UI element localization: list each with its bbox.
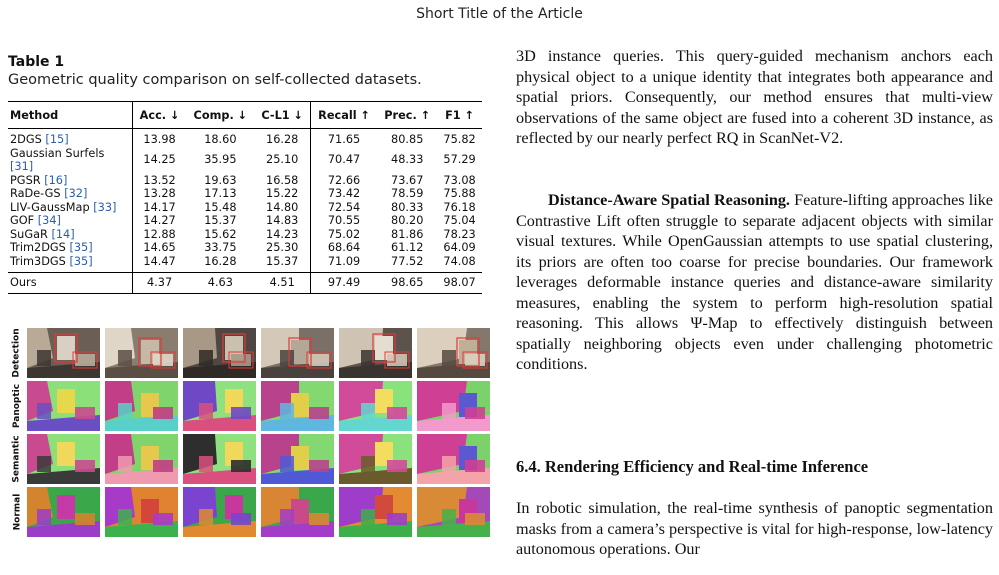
qualitative-figure xyxy=(10,328,490,573)
value-cell: 15.22 xyxy=(255,187,311,201)
row-label-semantic xyxy=(10,434,24,484)
value-cell: 73.08 xyxy=(443,173,476,187)
section-heading: 6.4. Rendering Efficiency and Real-time Inference xyxy=(516,457,869,476)
method-name: Gaussian Surfels xyxy=(10,146,105,160)
col-header-cl1: C-L1 ↓ xyxy=(255,102,311,129)
citation-link[interactable]: [35] xyxy=(69,254,93,268)
method-cell xyxy=(8,241,133,255)
value-cell: 97.49 xyxy=(327,276,361,290)
method-cell xyxy=(8,174,133,188)
thumbnail-semantic xyxy=(261,434,334,484)
row-label-normal xyxy=(10,487,24,537)
value-cell: 71.09 xyxy=(327,254,361,268)
value-cell: 16.58 xyxy=(255,174,311,188)
method-cell xyxy=(8,129,133,147)
col-header-method: Method xyxy=(8,102,133,129)
value-cell: 75.02 xyxy=(327,227,361,241)
method-name: PGSR xyxy=(10,173,41,187)
table-row xyxy=(8,187,482,201)
paragraph-lead-bold: Distance-Aware Spatial Reasoning. xyxy=(548,191,790,209)
value-cell: 80.85 xyxy=(391,133,424,146)
value-cell: 13.52 xyxy=(143,173,176,187)
value-cell: 14.47 xyxy=(143,254,176,268)
thumbnail-panoptic xyxy=(261,381,334,431)
value-cell: 98.07 xyxy=(443,276,476,290)
thumbnail-normal xyxy=(417,487,490,537)
method-cell xyxy=(8,201,133,215)
value-cell: 72.54 xyxy=(327,200,361,214)
value-cell: 14.25 xyxy=(143,153,176,167)
value-cell: 14.17 xyxy=(143,200,176,214)
row-label-text: Panoptic xyxy=(12,383,22,429)
method-cell xyxy=(8,255,133,273)
thumbnail-normal xyxy=(183,487,256,537)
value-cell: 33.75 xyxy=(204,241,237,254)
value-cell: 19.63 xyxy=(204,173,237,187)
citation-link[interactable]: [15] xyxy=(45,133,69,146)
row-label-panoptic xyxy=(10,381,24,431)
value-cell: 4.37 xyxy=(147,276,173,290)
col-header-comp: Comp. ↓ xyxy=(193,108,248,122)
table-caption: Geometric quality comparison on self-collected datasets. xyxy=(8,72,422,88)
value-cell: 16.28 xyxy=(204,254,237,268)
figure-row-panoptic xyxy=(10,381,490,431)
col-header-prec: Prec. ↑ xyxy=(384,108,431,122)
figure-row-detection xyxy=(10,328,490,378)
table-label: Table 1 xyxy=(8,54,65,70)
value-cell: 78.59 xyxy=(391,187,424,200)
table-row-ours xyxy=(8,273,482,294)
value-cell: 76.18 xyxy=(443,200,476,214)
method-name: GOF xyxy=(10,214,35,227)
method-cell xyxy=(8,228,133,242)
method-cell: Ours xyxy=(8,273,133,294)
method-name: Trim3DGS xyxy=(10,254,66,268)
method-name: Trim2DGS xyxy=(10,241,66,254)
value-cell: 16.28 xyxy=(255,129,311,147)
table-row xyxy=(8,201,482,215)
value-cell: 78.23 xyxy=(443,227,476,241)
value-cell: 75.82 xyxy=(443,133,476,146)
value-cell: 14.83 xyxy=(255,214,311,228)
thumbnail-panoptic xyxy=(417,381,490,431)
col-header-acc: Acc. ↓ xyxy=(139,108,180,122)
method-cell xyxy=(8,214,133,228)
value-cell: 70.55 xyxy=(327,214,361,227)
value-cell: 80.20 xyxy=(391,214,424,227)
value-cell: 15.37 xyxy=(255,255,311,273)
thumbnail-semantic xyxy=(339,434,412,484)
thumbnail-semantic xyxy=(417,434,490,484)
method-name: 2DGS xyxy=(10,133,42,146)
value-cell: 57.29 xyxy=(443,153,476,167)
value-cell: 74.08 xyxy=(443,254,476,268)
value-cell: 25.10 xyxy=(255,147,311,174)
thumbnail-detection xyxy=(183,328,256,378)
row-label-detection xyxy=(10,328,24,378)
method-name: LIV-GaussMap xyxy=(10,200,90,214)
value-cell: 15.48 xyxy=(204,200,237,214)
table-header-row xyxy=(8,102,482,129)
value-cell: 14.23 xyxy=(255,228,311,242)
thumbnail-normal xyxy=(105,487,178,537)
value-cell: 13.28 xyxy=(143,187,176,200)
thumbnail-panoptic xyxy=(105,381,178,431)
value-cell: 13.98 xyxy=(143,133,176,146)
citation-link[interactable]: [32] xyxy=(64,187,88,200)
table-row xyxy=(8,129,482,147)
value-cell: 68.64 xyxy=(327,241,361,254)
value-cell: 15.37 xyxy=(204,214,237,227)
citation-link[interactable]: [16] xyxy=(44,173,68,187)
citation-link[interactable]: [31] xyxy=(10,160,34,173)
method-name: SuGaR xyxy=(10,227,48,241)
thumbnail-detection xyxy=(27,328,100,378)
paragraph-query-guided: 3D instance queries. This query-guided mechanism anchors each physical object to a unique identity that integrates both appearance and spatial priors. Consequently, our method ensures that multi-view observations of the same object are fused into a coherent 3D instance, as reflected by our nearly perfect RQ in ScanNet-V2. xyxy=(516,47,993,147)
thumbnail-panoptic xyxy=(27,381,100,431)
table-row xyxy=(8,241,482,255)
col-header-f1: F1 ↑ xyxy=(445,108,475,122)
row-label-text: Detection xyxy=(12,328,23,378)
row-label-text: Normal xyxy=(12,493,23,531)
value-cell: 15.62 xyxy=(204,227,237,241)
method-cell xyxy=(8,187,133,201)
value-cell: 70.47 xyxy=(327,153,361,167)
figure-row-semantic xyxy=(10,434,490,484)
citation-link[interactable]: [33] xyxy=(93,200,117,214)
table-row xyxy=(8,228,482,242)
thumbnail-panoptic xyxy=(339,381,412,431)
value-cell: 35.95 xyxy=(204,153,237,167)
value-cell: 14.65 xyxy=(143,241,176,254)
row-label-text: Semantic xyxy=(12,435,23,483)
results-table xyxy=(8,101,482,294)
method-cell xyxy=(8,147,133,174)
value-cell: 18.60 xyxy=(204,133,237,146)
paragraph-body: Feature-lifting approaches like Contrastive Lift often struggle to separate adjacent objects with similar visual textures. While OpenGaussian attempts to use spatial clustering, its priors are often too coarse for precise boundaries. Our framework leverages deformable instance queries and distance-aware similarity measures, enabling the system to perform high-resolution spatial reasoning. This allows Ψ-Map to effectively distinguish between spatially neighboring objects even under challenging photometric conditions. xyxy=(516,191,993,373)
value-cell: 75.88 xyxy=(443,187,476,200)
thumbnail-detection xyxy=(105,328,178,378)
table-row xyxy=(8,214,482,228)
value-cell: 73.42 xyxy=(327,187,361,200)
value-cell: 4.51 xyxy=(255,273,311,294)
thumbnail-detection xyxy=(417,328,490,378)
thumbnail-semantic xyxy=(27,434,100,484)
value-cell: 61.12 xyxy=(391,241,424,254)
value-cell: 73.67 xyxy=(391,173,424,187)
thumbnail-semantic xyxy=(183,434,256,484)
value-cell: 14.80 xyxy=(255,201,311,215)
value-cell: 25.30 xyxy=(255,241,311,255)
thumbnail-semantic xyxy=(105,434,178,484)
value-cell: 4.63 xyxy=(207,276,233,290)
value-cell: 64.09 xyxy=(443,241,476,254)
value-cell: 77.52 xyxy=(391,254,424,268)
value-cell: 72.66 xyxy=(327,173,361,187)
value-cell: 80.33 xyxy=(391,200,424,214)
thumbnail-normal xyxy=(339,487,412,537)
value-cell: 14.27 xyxy=(143,214,176,227)
thumbnail-detection xyxy=(339,328,412,378)
thumbnail-normal xyxy=(261,487,334,537)
thumbnail-panoptic xyxy=(183,381,256,431)
figure-row-normal xyxy=(10,487,490,537)
running-head: Short Title of the Article xyxy=(416,6,583,22)
citation-link[interactable]: [35] xyxy=(69,241,93,254)
paragraph-rendering: In robotic simulation, the real-time synthesis of panoptic segmentation masks from a camera’s perspective is vital for high-response, low-latency autonomous operations. Our xyxy=(516,499,993,558)
value-cell: 48.33 xyxy=(391,153,424,167)
citation-link[interactable]: [34] xyxy=(37,214,61,227)
value-cell: 75.04 xyxy=(443,214,476,227)
value-cell: 71.65 xyxy=(327,133,361,146)
col-header-recall: Recall ↑ xyxy=(318,108,370,122)
value-cell: 12.88 xyxy=(143,227,176,241)
value-cell: 81.86 xyxy=(391,227,424,241)
citation-link[interactable]: [14] xyxy=(51,227,75,241)
table-row xyxy=(8,174,482,188)
table-row xyxy=(8,255,482,273)
table-row xyxy=(8,147,482,174)
method-name: RaDe-GS xyxy=(10,187,61,200)
value-cell: 17.13 xyxy=(204,187,237,200)
thumbnail-normal xyxy=(27,487,100,537)
paragraph-distance-aware xyxy=(516,190,993,375)
thumbnail-detection xyxy=(261,328,334,378)
value-cell: 98.65 xyxy=(391,276,424,290)
